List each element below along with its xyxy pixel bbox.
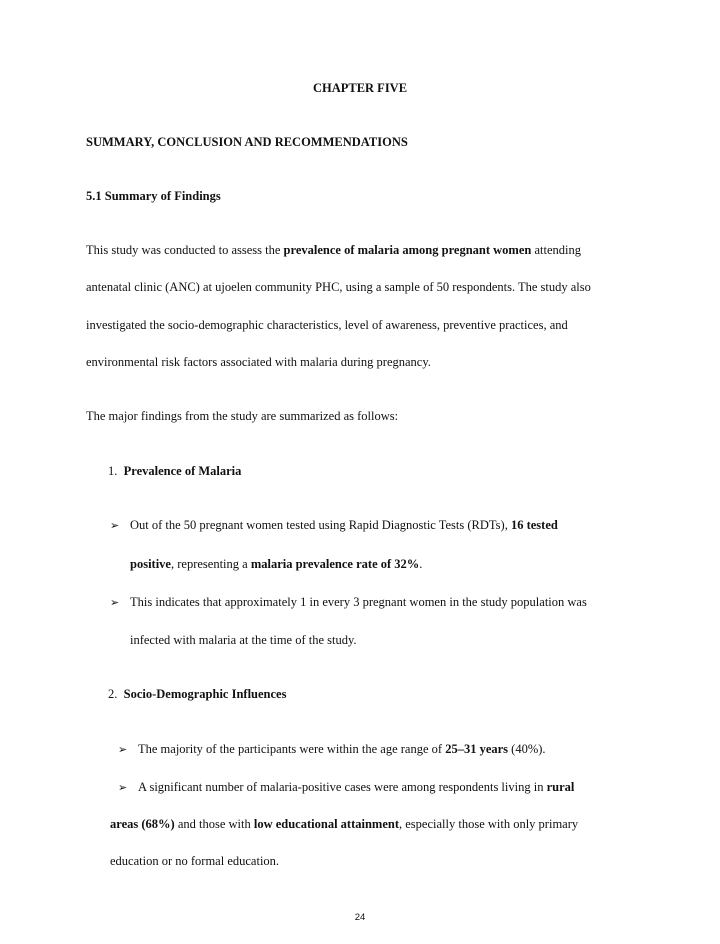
bullet-text: (40%). [508, 742, 546, 756]
item-2-heading [108, 688, 286, 701]
bullet-emphasis: low educational attainment [253, 817, 399, 831]
item-1-heading [108, 465, 241, 478]
bullet-text: and those with [174, 817, 254, 831]
arrow-bullet-icon: ➢ [118, 743, 128, 756]
intro-line-4: environmental risk factors associated with malaria during pregnancy. [86, 355, 431, 369]
bullet-text: This indicates that approximately 1 in every 3 pregnant women in the study population was [130, 595, 587, 609]
item-title: Prevalence of Malaria [123, 464, 242, 478]
section-title: SUMMARY, CONCLUSION AND RECOMMENDATIONS [86, 135, 408, 149]
arrow-bullet-icon: ➢ [110, 519, 120, 532]
item-2-bullet-1-line-1 [118, 743, 546, 756]
item-title: Socio-Demographic Influences [123, 687, 287, 701]
item-2-bullet-2-line-2 [110, 818, 578, 831]
intro-text: This study was conducted to assess the [86, 243, 284, 257]
bullet-emphasis: rural [546, 780, 575, 794]
item-1-bullet-2-line-1 [110, 596, 587, 609]
bullet-text: . [419, 557, 423, 571]
item-2-bullet-2-line-1 [118, 781, 574, 794]
item-number: 1. [108, 464, 118, 478]
bullet-emphasis: 25–31 years [445, 742, 509, 756]
bullet-text: A significant number of malaria-positive cases were among respondents living in [138, 780, 547, 794]
subsection-title: 5.1 Summary of Findings [86, 189, 221, 203]
intro-emphasis: prevalence of malaria among pregnant women [283, 243, 532, 257]
item-2-bullet-2-line-3: education or no formal education. [110, 854, 280, 868]
intro-line-1 [86, 244, 581, 257]
intro-line-2: antenatal clinic (ANC) at ujoelen community PHC, using a sample of 50 respondents. The study also [86, 280, 591, 294]
bullet-emphasis: areas (68%) [110, 817, 175, 831]
item-1-bullet-1-line-2 [130, 558, 422, 571]
bullet-text: , representing a [170, 557, 251, 571]
item-number: 2. [108, 687, 118, 701]
bullet-text: , especially those with only primary [399, 817, 579, 831]
arrow-bullet-icon: ➢ [118, 781, 128, 794]
item-1-bullet-1-line-1 [110, 519, 558, 532]
bullet-text: Out of the 50 pregnant women tested using Rapid Diagnostic Tests (RDTs), [130, 518, 511, 532]
bullet-emphasis: malaria prevalence rate of 32% [250, 557, 420, 571]
item-1-bullet-2-line-2: infected with malaria at the time of the study. [130, 633, 357, 647]
bullet-text: The majority of the participants were within the age range of [138, 742, 446, 756]
page-number: 24 [354, 912, 366, 923]
bullet-emphasis: positive [130, 557, 171, 571]
summary-intro: The major findings from the study are summarized as follows: [86, 409, 399, 423]
chapter-title: CHAPTER FIVE [312, 81, 408, 95]
arrow-bullet-icon: ➢ [110, 596, 120, 609]
intro-line-3: investigated the socio-demographic characteristics, level of awareness, preventive practices, and [86, 318, 568, 332]
bullet-emphasis: 16 tested [510, 518, 558, 532]
intro-text: attending [531, 243, 581, 257]
